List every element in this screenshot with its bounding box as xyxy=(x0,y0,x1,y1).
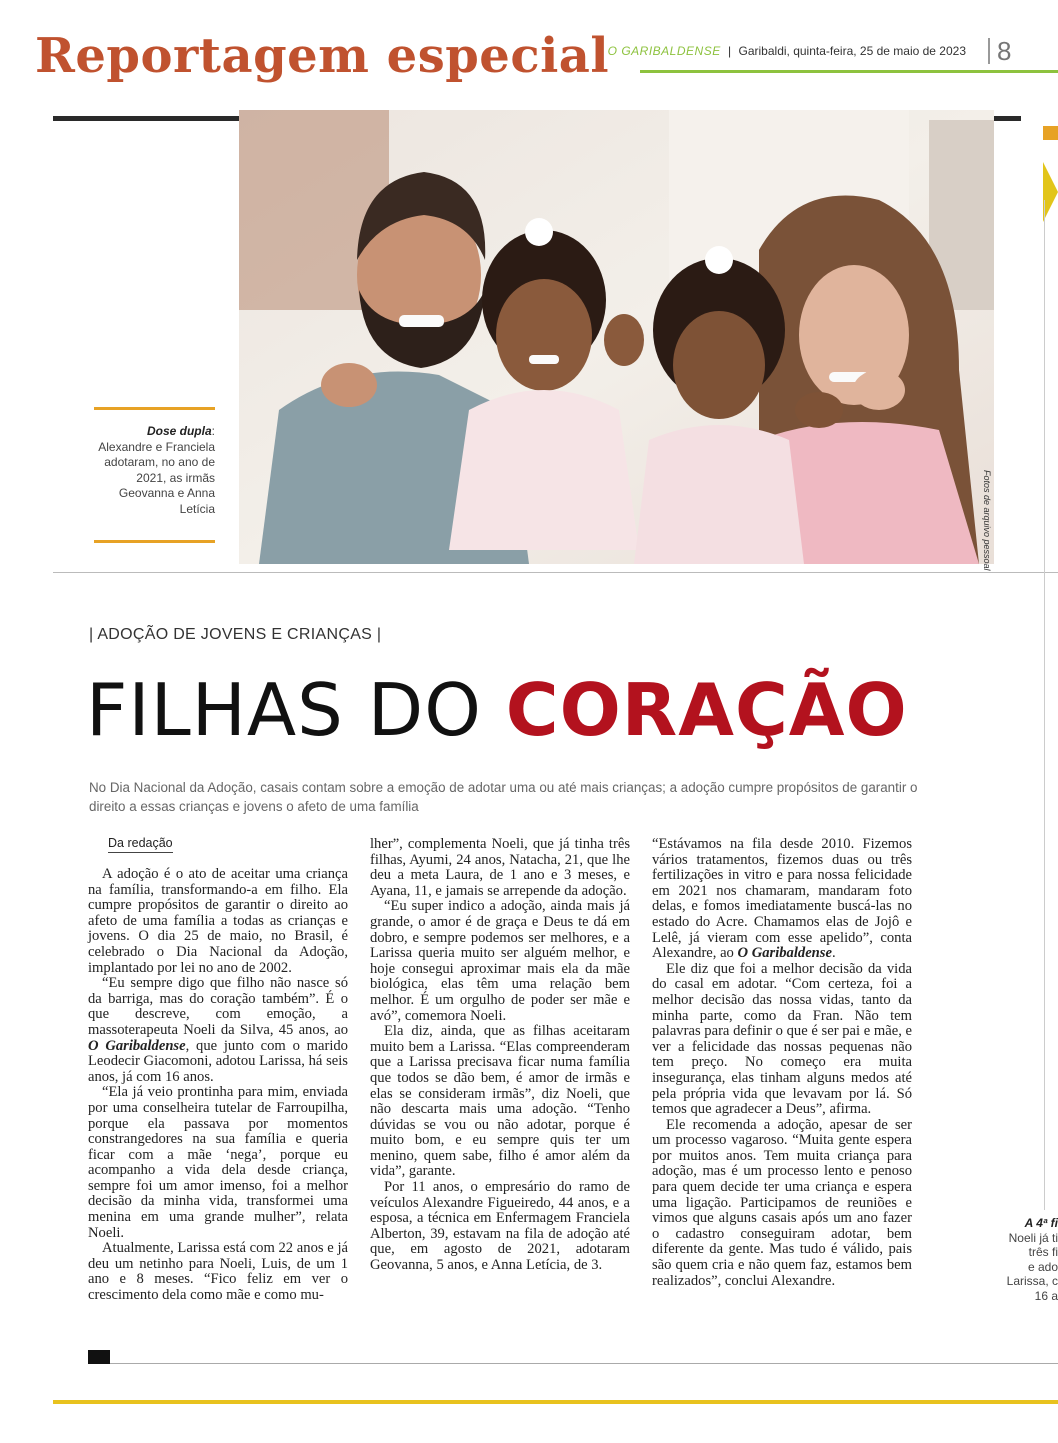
paragraph: Por 11 anos, o empresário do ramo de veículos Alexandre Figueiredo, 44 anos, e a esposa, a técnica em Enfermagem Franciela Alberton, 39, estavam na fila de adoção até que, em agosto de 2021, adotaram Geovanna, 5 anos, e Anna Letícia, de 3. xyxy=(370,1179,630,1274)
article-kicker: | ADOÇÃO DE JOVENS E CRIANÇAS | xyxy=(89,626,382,643)
side-caption-line: e ado xyxy=(1027,1259,1058,1274)
next-page-triangle xyxy=(1043,162,1058,222)
masthead-brand: O GARIBALDENSE xyxy=(607,44,721,58)
footer-rule xyxy=(110,1363,1058,1364)
next-page-caption xyxy=(1000,1216,1058,1303)
side-caption-line: três fi xyxy=(1028,1245,1058,1259)
section-title: Reportagem especial xyxy=(35,28,610,84)
photo-divider xyxy=(53,572,1058,573)
paragraph: “Estávamos na fila desde 2010. Fizemos vários tratamentos, fizemos duas ou três fertilizações in vitro e para nossa felicidade em 2021 nos chamaram, mandaram foto delas, e fomos imediatamente buscá-las no estado do Acre. Chamamos elas de Jojô e Lelê, já vieram com esse apelido”, conta Alexandre, ao O Garibaldense. xyxy=(652,836,912,962)
paragraph: Ele recomenda a adoção, apesar de ser um processo vagaroso. “Muita gente espera por muitos anos. Tem muita criança para adoção, mas é um processo lento e penoso para quem decide ter uma criança e espera uma ligação. Participamos de reuniões e vimos que alguns casais após um ano fazer o cadastro conseguiram adotar, bem diferente da gente. Mas tudo é válido, pais são quem cria e não quem faz, estamos bem realizados”, conclui Alexandre. xyxy=(652,1116,912,1289)
paragraph: Ela diz, ainda, que as filhas aceitaram muito bem a Larissa. “Elas compreenderam que a Larissa precisava ficar numa família que todos se dão bem, é amor de irmãs e elas se consideram irmãs”, diz Noeli, que não descarta mais uma adoção. “Tenho dúvidas se vou ou não adotar, porque é muito bom, e eu sempre quis ter um menino, quem sabe, filho é amor além da vida”, garante. xyxy=(370,1023,630,1180)
paragraph: Ele diz que foi a melhor decisão da vida do casal em adotar. “Com certeza, foi a melhor decisão das nossa vidas, tanto da minha parte, como da Fran. Não tem palavras para definir o que é ser pai e mãe, e ver a felicidade das nossas pequenas não tem preço. No começo era muita insegurança, elas tinham alguns medos até pela própria vida que levavam por lá. Só temos que agradecer a Deus”, afirma. xyxy=(652,960,912,1118)
paragraph: A adoção é o ato de aceitar uma criança na família, transformando-a em filho. Ela cumpre propósitos de garantir o direito ao afeto de uma família a todas as crianças e jovens. O dia 25 de maio, no Brasil, é celebrado o Dia Nacional da Adoção, implantado por lei no ano de 2002. xyxy=(88,866,348,976)
next-page-orange-bar xyxy=(1043,126,1058,140)
masthead xyxy=(608,44,966,58)
article-headline xyxy=(86,668,908,752)
side-caption-line: Noeli já ti xyxy=(1008,1230,1058,1245)
caption-bottom-rule xyxy=(94,540,215,543)
family-photo-illustration xyxy=(239,110,994,564)
paragraph: lher”, complementa Noeli, que já tinha três filhas, Ayumi, 24 anos, Natacha, 21, que lhe deu a meta Laura, de 1 ano e 3 meses, e Ayana, 11, e jamais se arrepende da adoção. xyxy=(370,836,630,899)
byline: Da redação xyxy=(108,836,173,853)
paragraph: Atualmente, Larissa está com 22 anos e já deu um netinho para Noeli, Luis, de um 1 ano e 8 meses. “Fico feliz em ver o crescimento dela como mãe e como mu- xyxy=(88,1240,348,1304)
paragraph: “Ela já veio prontinha para mim, enviada por uma conselheira tutelar de Farroupilha, porque ela passava por momentos constrangedores na sua família e queria ficar com a mãe ‘nega’, porque eu acompanho a vida dela desde criança, sempre foi um amor imenso, foi a melhor decisão da minha vida, transformei uma menina em uma grande mulher”, relata Noeli. xyxy=(88,1084,348,1241)
caption-top-rule xyxy=(94,407,215,410)
side-caption-line: A 4ª fi xyxy=(1024,1216,1058,1230)
photo-caption xyxy=(94,424,215,517)
family-photo xyxy=(239,110,994,564)
page-number-divider xyxy=(988,38,990,64)
side-caption-line: Larissa, c xyxy=(1006,1274,1058,1288)
article-column-3 xyxy=(652,837,912,1289)
paragraph: “Eu sempre digo que filho não nasce só da barriga, mas do coração também”. É o que descreve, com emoção, a massoterapeuta Noeli da Silva, 45 anos, ao O Garibaldense, que junto com o marido Leodecir Giacomoni, adotou Larissa, há seis anos, já com 16 anos. xyxy=(88,975,348,1085)
headline-part-2: CORAÇÃO xyxy=(505,668,908,752)
masthead-separator: | xyxy=(728,44,732,58)
next-page-rule xyxy=(1044,200,1045,1210)
masthead-date: Garibaldi, quinta-feira, 25 de maio de 2023 xyxy=(738,44,966,58)
page-number: 8 xyxy=(997,36,1012,66)
footer-yellow-rule xyxy=(53,1400,1058,1404)
article-column-1 xyxy=(88,867,348,1304)
article-deck: No Dia Nacional da Adoção, casais contam sobre a emoção de adotar uma ou até mais crianças; a adoção cumpre propósitos de garantir o direito a essas crianças e jovens o afeto de uma família xyxy=(89,780,918,814)
caption-lead: Dose dupla xyxy=(146,424,212,438)
headline-part-1: FILHAS DO xyxy=(86,668,506,752)
photo-credit: Fotos de arquivo pessoal xyxy=(982,470,992,571)
article-column-2 xyxy=(370,837,630,1274)
paragraph: “Eu super indico a adoção, ainda mais já grande, o amor é de graça e Deus te dá em dobro, e sempre podemos ser melhores, e a Larissa queria muito ser alguém melhor, e hoje consegui aproximar mais ela da mãe biológica, elas têm uma relação bem melhor. É um orgulho de poder ser mãe e avó”, comemora Noeli. xyxy=(370,898,630,1024)
end-block xyxy=(88,1350,110,1364)
header-green-rule xyxy=(640,70,1058,73)
side-caption-line: 16 a xyxy=(1034,1288,1058,1303)
caption-text: : Alexandre e Franciela adotaram, no ano de 2021, as irmãs Geovanna e Anna Letícia xyxy=(98,424,215,516)
